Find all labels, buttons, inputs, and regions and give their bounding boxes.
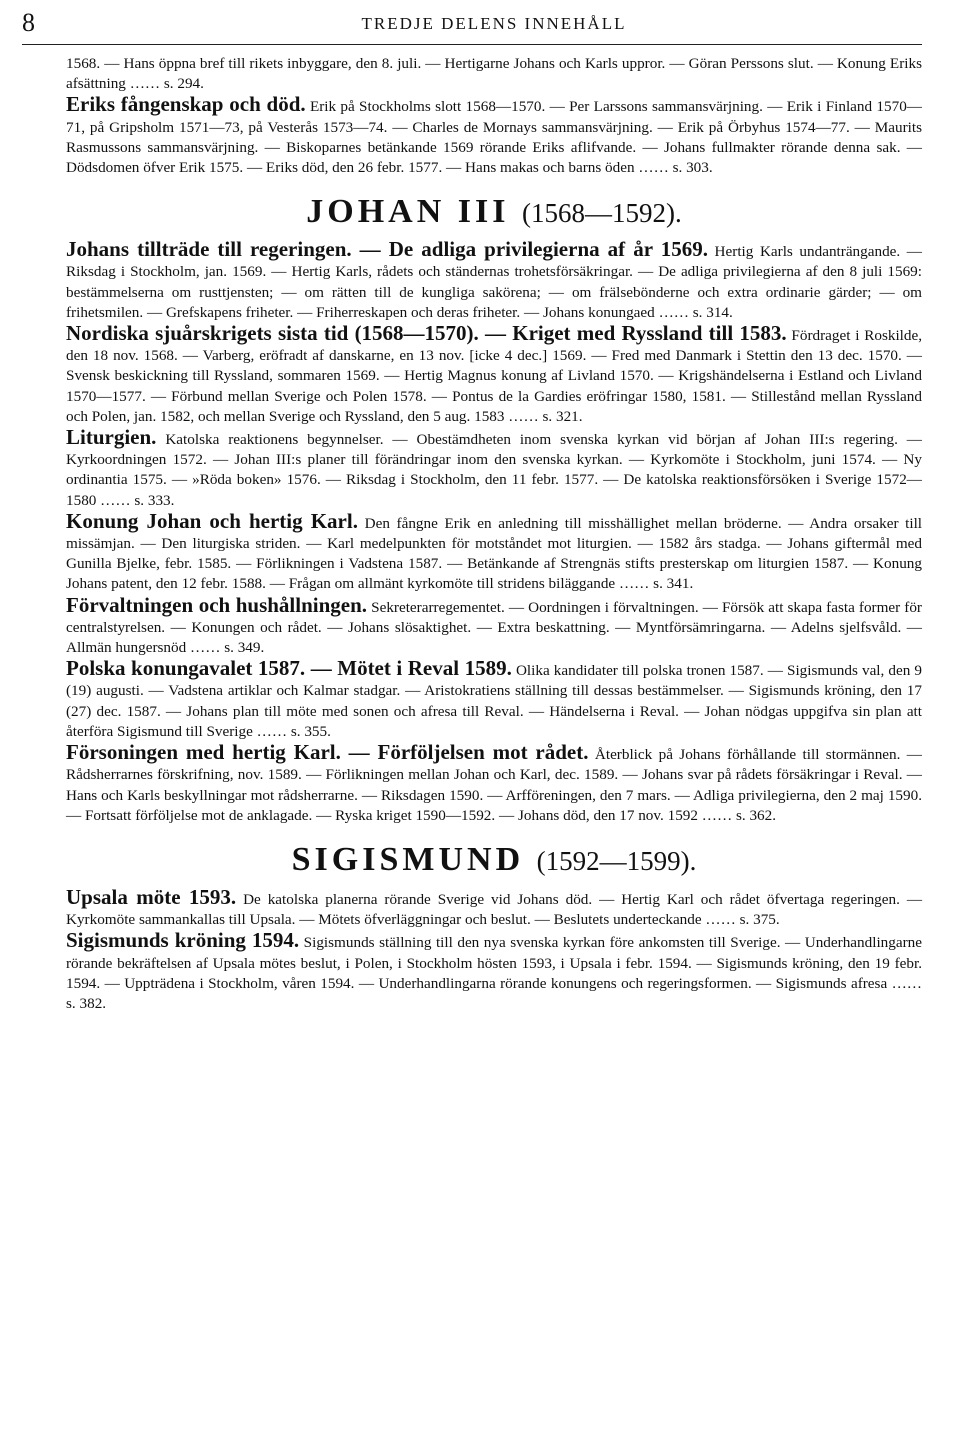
running-header xyxy=(22,0,922,54)
section-name: JOHAN III xyxy=(306,193,510,231)
toc-entry: Försoningen med hertig Karl. — Förföljelsen mot rådet. Återblick på Johans förhållande till stormännen. — Rådsherrarnes förskrifning, nov. 1589. — Förlikningen mellan Johan och Karl, dec. 1589. — Johans svar på rådets försäkringar i Reval. — Hans och Karls beskyllningar mot rådsherrarne. — Riksdagen 1590. — Arfföreningen, den 7 mars. — Adliga privilegierna, den 2 maj 1590. — Fortsatt förföljelse mot de anklagade. — Ryska kriget 1590—1592. — Johans död, den 17 nov. 1592 …… s. 362. xyxy=(66,740,922,824)
page-reference: s. 341. xyxy=(653,575,694,593)
section-name: SIGISMUND xyxy=(291,840,525,878)
page-reference: s. 382. xyxy=(66,994,107,1012)
section-years: (1568—1592). xyxy=(521,198,682,229)
page-number: 8 xyxy=(22,8,35,37)
toc-block-sigismund xyxy=(66,884,923,1014)
entry-heading: Polska konungavalet 1587. — Mötet i Reval 1589. xyxy=(66,656,512,681)
entry-heading: Konung Johan och hertig Karl. xyxy=(66,508,358,533)
entry-text: De katolska planerna rörande Sverige vid Johans död. — Hertig Karl och rådet öfvertaga regeringen. — Kyrkomöte sammankallas till Upsala. — Mötets öfverläggningar och beslut. — Beslutets underteckande xyxy=(66,890,923,929)
page-reference: s. 349. xyxy=(224,639,265,657)
entry-heading: Johans tillträde till regeringen. — De adliga privilegierna af år 1569. xyxy=(66,237,708,262)
document-page xyxy=(22,0,923,1014)
entry-text: Sigismunds ställning till den nya svenska kyrkan före ankomsten till Sverige. — Underhandlingarne rörande bekräftelsen af Upsala mötes beslut, i Polen, i Stockholm hösten 1593, i Upsala i febr. 1594. — Sigismunds kröning, den 19 febr. 1594. — Uppträdena i Stockholm, våren 1594. — Underhandlingarna rörande konungens och regeringsformen. — Sigismunds afresa xyxy=(66,934,922,992)
header-rule xyxy=(22,44,922,45)
page-reference: s. 375. xyxy=(739,911,780,929)
page-reference: s. 314. xyxy=(692,303,733,321)
section-heading-sigismund xyxy=(66,840,922,881)
entry-heading: Eriks fångenskap och död. xyxy=(66,92,306,117)
entry-heading: Liturgien. xyxy=(66,425,157,450)
toc-entry: Polska konungavalet 1587. — Mötet i Reval 1589. Olika kandidater till polska tronen 1587. — Sigismunds val, den 9 (19) augusti. — Vadstena artiklar och Kalmar stadgar. — Aristokratiens ställning till dessas bestämmelser. — Sigismunds kröning, den 17 (27) dec. 1587. — Johans plan till möte med sonen och afresa till Reval. — Händelserna i Reval. — Johan nödgas uppgifva sin plan att återföra Sigismund till Sverige …… s. 355. xyxy=(66,656,923,740)
toc-entry: Liturgien. Katolska reaktionens begynnelser. — Obestämdheten inom svenska kyrkan vid början af Johan III:s regering. — Kyrkoordningen 1572. — Johan III:s planer till förändringar inom den svenska kyrkan. — Kyrkomöte i Stockholm, juni 1574. — Ny ordinantia 1575. — »Röda boken» 1576. — Riksdag i Stockholm, den 11 febr. 1577. — De katolska reaktionsförsöken i Sverige 1572—1580 …… s. 333. xyxy=(66,425,922,509)
section-years: (1592—1599). xyxy=(536,845,697,876)
entry-text: Återblick på Johans förhållande till stormännen. — Rådsherrarnes förskrifning, nov. 1589. — Förlikningen mellan Johan och Karl, dec. 1589. — Johans svar på rådets försäkringar i Reval. — Hans och Karls beskyllningar mot rådsherrarne. — Riksdagen 1590. — Arfföreningen, den 7 mars. — Adliga privilegierna, den 2 maj 1590. — Fortsatt förföljelse mot de anklagade. — Ryska kriget 1590—1592. — Johans död, den 17 nov. 1592 xyxy=(66,746,922,824)
toc-entry: Johans tillträde till regeringen. — De adliga privilegierna af år 1569. Hertig Karls undanträngande. — Riksdag i Stockholm, jan. 1569. — Hertig Karls, rådets och ständernas trohetsförsäkringar. — De adliga privilegierna af den 8 juli 1569: bestämmelserna om rusttjensten; — om rätten till de kungliga sakörena; — om frälsebönderne och extra ordinarie gärder; — om frihetsmilen. — Grefskapens friheter. — Friherreskapen och deras friheter. — Johans konungaed …… s. 314. xyxy=(66,237,922,321)
entry-heading: Upsala möte 1593. xyxy=(66,884,237,909)
toc-entry: Nordiska sjuårskrigets sista tid (1568—1570). — Kriget med Ryssland till 1583. Fördraget i Roskilde, den 18 nov. 1568. — Varberg, eröfradt af danskarne, en 13 nov. [icke 4 dec.] 1569. — Fred med Danmark i Stettin den 13 dec. 1570. — Svensk beskickning till Ryssland, sommaren 1569. — Hertig Magnus konung af Livland 1570. — Krigshändelserna i Estland och Livland 1570—1577. — Förbund mellan Sverige och Polen 1578. — Pontus de la Gardies eröfringar 1580, 1581. — Stillestånd mellan Ryssland och Polen, jan. 1582, och mellan Sverige och Ryssland, den 5 aug. 1583 …… s. 321. xyxy=(66,321,923,425)
entry-text: Katolska reaktionens begynnelser. — Obestämdheten inom svenska kyrkan vid början af Johan III:s regering. — Kyrkoordningen 1572. — Johan III:s planer till förändringar inom den svenska kyrkan. — Kyrkomöte i Stockholm, juni 1574. — Ny ordinantia 1575. — »Röda boken» 1576. — Riksdag i Stockholm, den 11 febr. 1577. — De katolska reaktionsförsöken i Sverige 1572—1580 xyxy=(66,431,922,509)
entry-text: Erik på Stockholms slott 1568—1570. — Per Larssons sammansvärjning. — Erik i Finland 1570—71, på Gripsholm 1571—73, på Vesterås 1573—74. — Charles de Mornays sammansvärjning. — Erik på Örbyhus 1574—77. — Maurits Rasmussons sammansvärjning. — Biskoparnes betänkande 1569 rörande Eriks aflifvande. — Johans fullmakter rörande denna sak. — Dödsdomen öfver Erik 1575. — Eriks död, den 26 febr. 1577. — Hans makas och barns öden xyxy=(66,98,922,177)
page-reference: s. 294. xyxy=(163,75,204,93)
entry-heading: Försoningen med hertig Karl. — Förföljelsen mot rådet. xyxy=(66,740,589,765)
page-reference: s. 355. xyxy=(290,722,331,740)
toc-entry: Upsala möte 1593. De katolska planerna rörande Sverige vid Johans död. — Hertig Karl och rådet öfvertaga regeringen. — Kyrkomöte sammankallas till Upsala. — Mötets öfverläggningar och beslut. — Beslutets underteckande …… s. 375. xyxy=(66,884,923,929)
page-reference: s. 362. xyxy=(735,806,777,824)
toc-entry: Sigismunds kröning 1594. Sigismunds ställning till den nya svenska kyrkan före ankomsten till Sverige. — Underhandlingarne rörande bekräftelsen af Upsala mötes beslut, i Polen, i Stockholm hösten 1593, i Upsala i febr. 1594. — Sigismunds kröning, den 19 febr. 1594. — Uppträdena i Stockholm, våren 1594. — Underhandlingarna rörande konungens och regeringsformen. — Sigismunds afresa …… s. 382. xyxy=(66,928,922,1012)
entry-heading: Förvaltningen och hushållningen. xyxy=(66,592,368,617)
toc-block-erik xyxy=(66,54,922,178)
page-reference: s. 321. xyxy=(542,407,583,425)
toc-entry: Eriks fångenskap och död. Erik på Stockholms slott 1568—1570. — Per Larssons sammansvärjning. — Erik i Finland 1570—71, på Gripsholm 1571—73, på Vesterås 1573—74. — Charles de Mornays sammansvärjning. — Erik på Örbyhus 1574—77. — Maurits Rasmussons sammansvärjning. — Biskoparnes betänkande 1569 rörande Eriks aflifvande. — Johans fullmakter rörande denna sak. — Dödsdomen öfver Erik 1575. — Eriks död, den 26 febr. 1577. — Hans makas och barns öden …… s. 303. xyxy=(66,92,922,177)
entry-text: Hertig Karls undanträngande. — Riksdag i Stockholm, jan. 1569. — Hertig Karls, rådets och ständernas trohetsförsäkringar. — De adliga privilegierna af den 8 juli 1569: bestämmelserna om rusttjensten; — om rätten till de kungliga sakörena; — om frälsebönderne och extra ordinarie gärder; — om frihetsmilen. — Grefskapens friheter. — Friherreskapen och deras friheter. — Johans konungaed xyxy=(66,243,922,321)
toc-block-johan xyxy=(66,239,922,826)
entry-heading: Nordiska sjuårskrigets sista tid (1568—1570). — Kriget med Ryssland till 1583. xyxy=(66,321,787,346)
entry-text: 1568. — Hans öppna bref till rikets inbyggare, den 8. juli. — Hertigarne Johans och Karls uppror. — Göran Perssons slut. — Konung Eriks afsättning xyxy=(66,55,922,93)
toc-entry: 1568. — Hans öppna bref till rikets inbyggare, den 8. juli. — Hertigarne Johans och Karls uppror. — Göran Perssons slut. — Konung Eriks afsättning …… s. 294. xyxy=(66,55,922,93)
entry-text: Den fångne Erik en anledning till misshällighet mellan bröderne. — Andra orsaker till missämjan. — Den liturgiska striden. — Karl medelpunkten för motståndet mot liturgien. — 1582 års stadga. — Johans giftermål med Gunilla Bjelke, febr. 1585. — Förlikningen i Vadstena 1587. — Betänkande af Strengnäs stifts presterskap om liturgien 1587. — Konung Johans patent, den 12 febr. 1588. — Frågan om allmänt kyrkomöte till stridens biläggande xyxy=(66,514,923,593)
section-heading-johan xyxy=(66,192,922,233)
running-title: TREDJE DELENS INNEHÅLL xyxy=(361,14,627,33)
toc-entry: Förvaltningen och hushållningen. Sekreterarregementet. — Oordningen i förvaltningen. — Försök att skapa fasta former för centralstyrelsen. — Konungen och rådet. — Johans slösaktighet. — Extra beskattning. — Myntförsämringarna. — Adelns sjelfsvåld. — Allmän hungersnöd …… s. 349. xyxy=(66,592,922,657)
entry-text: Fördraget i Roskilde, den 18 nov. 1568. — Varberg, eröfradt af danskarne, en 13 nov. [icke 4 dec.] 1569. — Fred med Danmark i Stettin den 13 dec. 1570. — Svensk beskickning till Ryssland, sommaren 1569. — Hertig Magnus konung af Livland 1570. — Krigshändelserna i Estland och Livland 1570—1577. — Förbund mellan Sverige och Polen 1578. — Pontus de la Gardies eröfringar 1580, 1581. — Stillestånd mellan Ryssland och Polen, jan. 1582, och mellan Sverige och Ryssland, den 5 aug. 1583 xyxy=(66,327,923,425)
page-reference: s. 333. xyxy=(134,491,175,509)
toc-entry: Konung Johan och hertig Karl. Den fångne Erik en anledning till misshällighet mellan bröderne. — Andra orsaker till missämjan. — Den liturgiska striden. — Karl medelpunkten för motståndet mot liturgien. — 1582 års stadga. — Johans giftermål med Gunilla Bjelke, febr. 1585. — Förlikningen i Vadstena 1587. — Betänkande af Strengnäs stifts presterskap om liturgien 1587. — Konung Johans patent, den 12 febr. 1588. — Frågan om allmänt kyrkomöte till stridens biläggande …… s. 341. xyxy=(66,508,923,593)
entry-heading: Sigismunds kröning 1594. xyxy=(66,928,300,953)
page-reference: s. 303. xyxy=(672,159,713,177)
entry-text: Olika kandidater till polska tronen 1587. — Sigismunds val, den 9 (19) augusti. — Vadstena artiklar och Kalmar stadgar. — Aristokratiens ställning till dessas bestämmelser. — Sigismunds kröning, den 17 (27) dec. 1587. — Johans plan till möte med sonen och afresa till Reval. — Händelserna i Reval. — Johan nödgas uppgifva sin plan att återföra Sigismund till Sverige xyxy=(66,662,923,740)
entry-text: Sekreterarregementet. — Oordningen i förvaltningen. — Försök att skapa fasta former för centralstyrelsen. — Konungen och rådet. — Johans slösaktighet. — Extra beskattning. — Myntförsämringarna. — Adelns sjelfsvåld. — Allmän hungersnöd xyxy=(66,598,922,657)
